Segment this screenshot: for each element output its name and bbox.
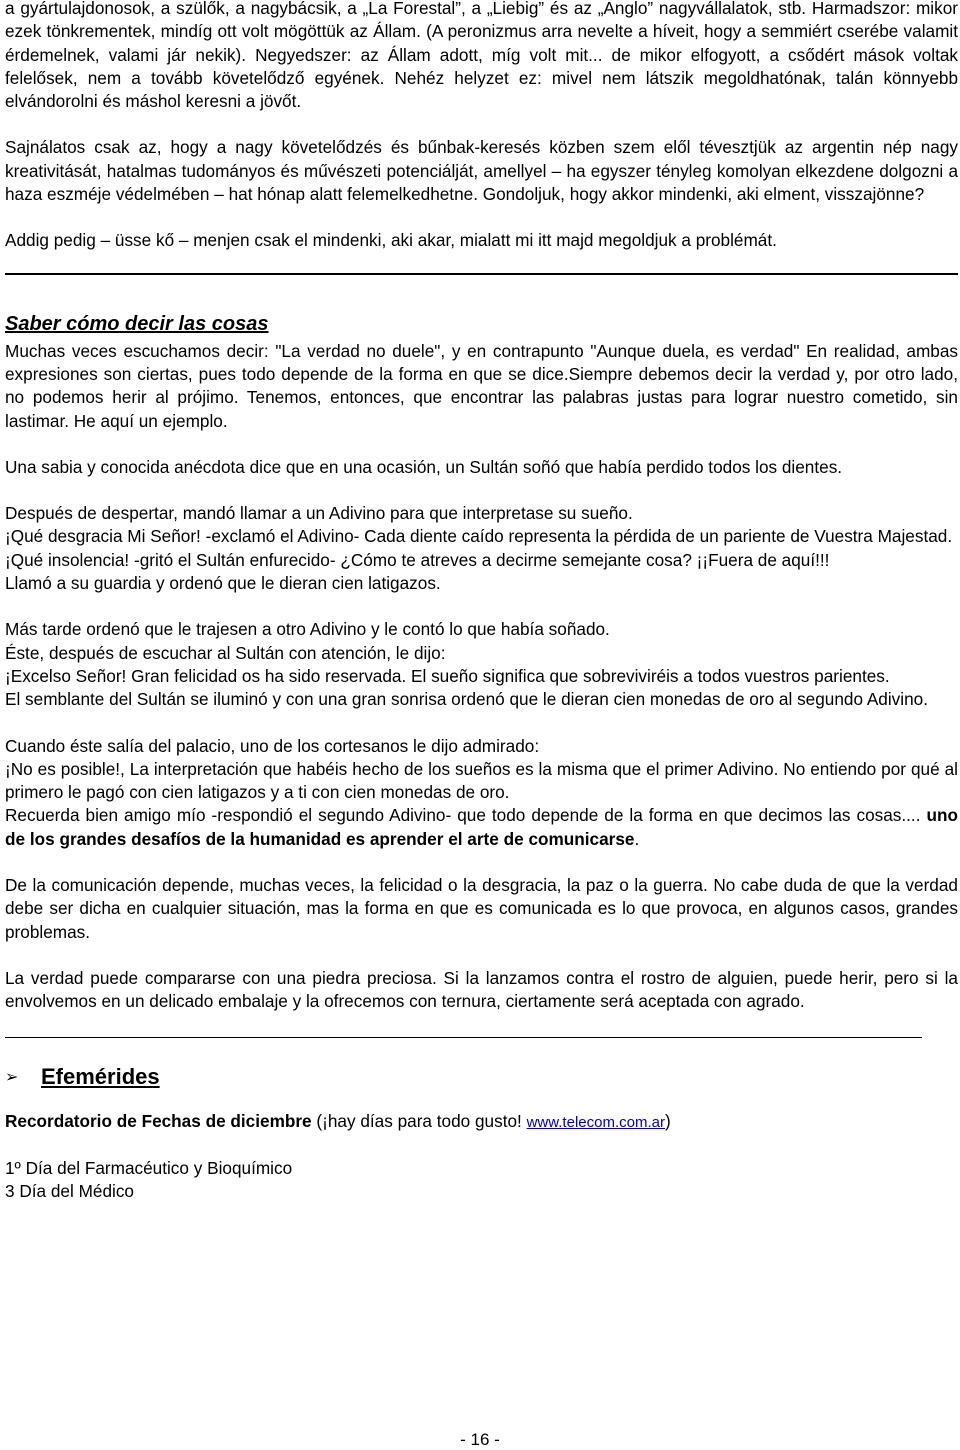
saber-line: Cuando éste salía del palacio, uno de los cortesanos le dijo admirado: (5, 735, 540, 756)
efemerides-heading (5, 1062, 958, 1092)
efemerides-subtitle-bold: Recordatorio de Fechas de diciembre (5, 1110, 312, 1131)
saber-bold-quote: uno de los grandes desafíos de la humanidad es aprender el arte de comunicarse (5, 805, 958, 849)
section-title: Saber cómo decir las cosas (5, 312, 269, 335)
efemerides-item: 1º Día del Farmacéutico y Bioquímico (5, 1157, 293, 1178)
efemerides-title: Efemérides (41, 1063, 160, 1089)
saber-line: ¡Qué insolencia! -gritó el Sultán enfurecido- ¿Cómo te atreves a decirme semejante cosa? ¡¡Fuera de aquí!!! (5, 549, 830, 570)
saber-line (5, 804, 958, 851)
hungarian-paragraph-1: a gyártulajdonosok, a szülők, a nagybácsik, a „La Forestal”, a „Liebig” és az „Anglo” nagyvállalatok, stb. Harmadszor: mikor ezek tönkrementek, mindíg ott volt mögöttük az Állam. (A peronizmus arra nevelte a híveit, hogy a semmiért cserébe valamit érdemelnek, valami jár nekik). Negyedszer: az Állam adott, míg volt mit... de mikor elfogyott, a csődért mások voltak felelősek, nem a tovább követelődző egyének. Nehéz helyzet ez: mivel nem látszik megoldhatónak, talán könnyebb elvándorolni és máshol keresni a jövőt. (5, 0, 958, 112)
arrow-bullet-icon: ➢ (5, 1068, 19, 1086)
saber-line: El semblante del Sultán se iluminó y con una gran sonrisa ordenó que le dieran cien monedas de oro al segundo Adivino. (5, 689, 928, 710)
hungarian-paragraph-2: Sajnálatos csak az, hogy a nagy követelődzés és bűnbak-keresés közben szem elől tévesztjük az argentin nép nagy kreativitását, hatalmas tudományos és művészeti potenciálját, amellyel – ha egyszer tényleg komolyan elkezdene dolgozni a haza eszméje védelmében – hat hónap alatt felemelkedhetne. Gondoljuk, hogy akkor mindenki, aki elment, visszajönne? (5, 137, 958, 205)
saber-line: ¡No es posible!, La interpretación que habéis hecho de los sueños es la misma que el primer Adivino. No entiendo por qué al primero le pagó con cien latigazos y a ti con cien monedas de oro. (5, 758, 958, 803)
efemerides-item: 3 Día del Médico (5, 1181, 134, 1202)
saber-line: Llamó a su guardia y ordenó que le dieran cien latigazos. (5, 573, 441, 594)
saber-line: Éste, después de escuchar al Sultán con atención, le dijo: (5, 642, 446, 663)
document-page (5, 0, 958, 1203)
efemerides-subtitle-text: (¡hay días para todo gusto! (311, 1110, 527, 1131)
saber-paragraph-1: Muchas veces escuchamos decir: "La verdad no duele", y en contrapunto "Aunque duela, es verdad" En realidad, ambas expresiones son ciertas, pues todo depende de la forma en que se dice.Siempre debemos decir la verdad y, por otro lado, no podemos herir al prójimo. Tenemos, entonces, que encontrar las palabras justas para lograr nuestro cometido, sin lastimar. He aquí un ejemplo. (5, 340, 958, 431)
saber-line: ¡Qué desgracia Mi Señor! -exclamó el Adivino- Cada diente caído representa la pérdida de un pariente de Vuestra Majestad. (5, 526, 953, 547)
saber-paragraph-6: De la comunicación depende, muchas veces, la felicidad o la desgracia, la paz o la guerra. No cabe duda de que la verdad debe ser dicha en cualquier situación, mas la forma en que es comunicada es lo que provoca, en algunos casos, grandes problemas. (5, 875, 958, 942)
saber-text: . (634, 828, 640, 849)
saber-text: Recuerda bien amigo mío -respondió el segundo Adivino- que todo depende de la forma en que decimos las cosas.... (5, 805, 927, 826)
efemerides-subtitle (5, 1110, 958, 1134)
telecom-link[interactable]: www.telecom.com.ar (526, 1113, 665, 1131)
saber-paragraph-2: Una sabia y conocida anécdota dice que en una ocasión, un Sultán soñó que había perdido todos los dientes. (5, 456, 843, 477)
saber-line: Después de despertar, mandó llamar a un Adivino para que interpretase su sueño. (5, 503, 633, 524)
page-number: - 16 - (460, 1430, 500, 1449)
efemerides-subtitle-close: ) (664, 1110, 671, 1131)
saber-line: ¡Excelso Señor! Gran felicidad os ha sido reservada. El sueño significa que sobreviviréis a todos vuestros parientes. (5, 665, 890, 686)
hungarian-paragraph-3: Addig pedig – üsse kő – menjen csak el mindenki, aki akar, mialatt mi itt majd megoldjuk a problémát. (5, 230, 777, 251)
saber-line: Más tarde ordenó que le trajesen a otro Adivino y le contó lo que había soñado. (5, 619, 610, 640)
saber-paragraph-7: La verdad puede compararse con una piedra preciosa. Si la lanzamos contra el rostro de alguien, puede herir, pero si la envolvemos en un delicado embalaje y la ofrecemos con ternura, ciertamente será aceptada con agrado. (5, 967, 958, 1012)
